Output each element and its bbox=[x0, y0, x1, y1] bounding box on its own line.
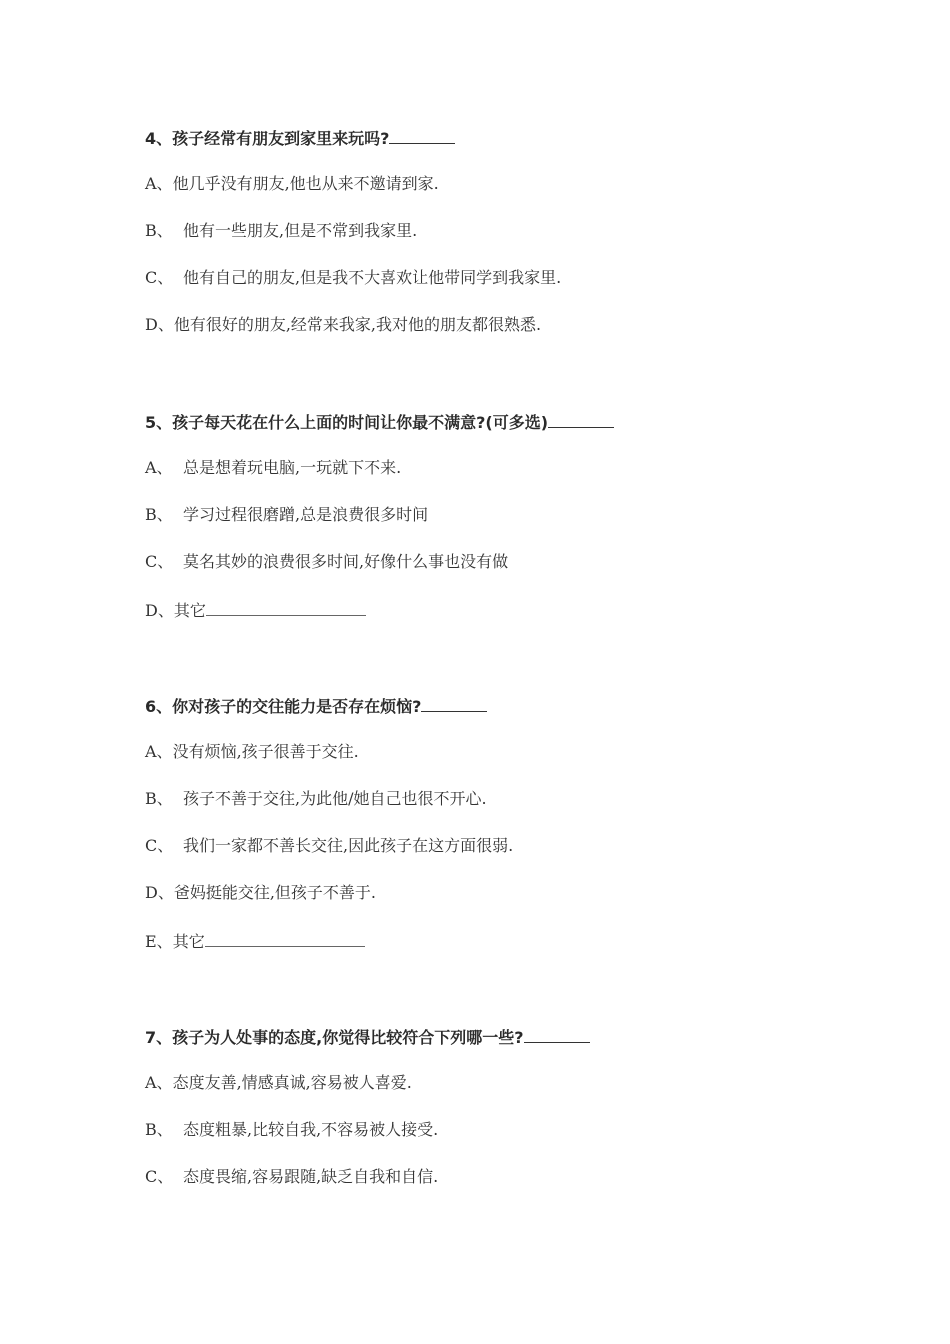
option-c bbox=[145, 552, 905, 572]
option-text: 态度友善,情感真诚,容易被人喜爱. bbox=[172, 1073, 412, 1092]
option-letter: A、 bbox=[145, 458, 173, 477]
answer-blank[interactable] bbox=[389, 127, 455, 144]
option-letter: D、 bbox=[145, 315, 174, 334]
option-letter: E、 bbox=[145, 932, 173, 951]
question-4 bbox=[145, 127, 905, 335]
option-d bbox=[145, 599, 905, 619]
option-text: 爸妈挺能交往,但孩子不善于. bbox=[173, 883, 377, 902]
option-letter: B、 bbox=[145, 505, 173, 524]
option-text: 莫名其妙的浪费很多时间,好像什么事也没有做 bbox=[183, 552, 509, 571]
option-letter: A、 bbox=[145, 1073, 173, 1092]
other-blank[interactable] bbox=[206, 599, 366, 616]
answer-blank[interactable] bbox=[421, 695, 487, 712]
option-text: 他有自己的朋友,但是我不大喜欢让他带同学到我家里. bbox=[183, 268, 562, 287]
option-text: 态度畏缩,容易跟随,缺乏自我和自信. bbox=[183, 1167, 439, 1186]
option-letter: B、 bbox=[145, 1120, 173, 1139]
option-text: 我们一家都不善长交往,因此孩子在这方面很弱. bbox=[183, 836, 514, 855]
option-letter: D、 bbox=[145, 883, 174, 902]
option-letter: C、 bbox=[145, 552, 174, 571]
option-e bbox=[145, 930, 905, 950]
question-title: 4、孩子经常有朋友到家里来玩吗? bbox=[145, 127, 905, 147]
option-b bbox=[145, 221, 905, 241]
question-title: 6、你对孩子的交往能力是否存在烦恼? bbox=[145, 695, 905, 715]
question-title: 5、孩子每天花在什么上面的时间让你最不满意?(可多选) bbox=[145, 411, 905, 431]
question-6 bbox=[145, 695, 905, 950]
option-text: 孩子不善于交往,为此他/她自己也很不开心. bbox=[183, 789, 487, 808]
option-text: 没有烦恼,孩子很善于交往. bbox=[172, 742, 359, 761]
option-text: 学习过程很磨蹭,总是浪费很多时间 bbox=[183, 505, 429, 524]
option-letter: C、 bbox=[145, 836, 174, 855]
option-a bbox=[145, 458, 905, 478]
option-text: 他有很好的朋友,经常来我家,我对他的朋友都很熟悉. bbox=[173, 315, 542, 334]
option-letter: D、 bbox=[145, 601, 174, 620]
option-text: 他有一些朋友,但是不常到我家里. bbox=[183, 221, 418, 240]
option-text: 态度粗暴,比较自我,不容易被人接受. bbox=[183, 1120, 439, 1139]
option-d bbox=[145, 883, 905, 903]
option-b bbox=[145, 1120, 905, 1140]
option-b bbox=[145, 789, 905, 809]
question-title: 7、孩子为人处事的态度,你觉得比较符合下列哪一些? bbox=[145, 1026, 905, 1046]
other-blank[interactable] bbox=[205, 930, 365, 947]
answer-blank[interactable] bbox=[524, 1026, 590, 1043]
option-a bbox=[145, 742, 905, 762]
option-text: 其它 bbox=[173, 601, 206, 620]
option-text: 他几乎没有朋友,他也从来不邀请到家. bbox=[172, 174, 439, 193]
option-text: 总是想着玩电脑,一玩就下不来. bbox=[183, 458, 402, 477]
option-letter: A、 bbox=[145, 742, 173, 761]
option-letter: A、 bbox=[145, 174, 173, 193]
option-letter: B、 bbox=[145, 221, 173, 240]
option-c bbox=[145, 836, 905, 856]
option-a bbox=[145, 174, 905, 194]
option-d bbox=[145, 315, 905, 335]
option-text: 其它 bbox=[172, 932, 205, 951]
option-letter: C、 bbox=[145, 268, 174, 287]
option-letter: B、 bbox=[145, 789, 173, 808]
option-letter: C、 bbox=[145, 1167, 174, 1186]
question-5 bbox=[145, 411, 905, 619]
option-c bbox=[145, 268, 905, 288]
question-7 bbox=[145, 1026, 905, 1187]
option-b bbox=[145, 505, 905, 525]
answer-blank[interactable] bbox=[548, 411, 614, 428]
option-a bbox=[145, 1073, 905, 1093]
option-c bbox=[145, 1167, 905, 1187]
